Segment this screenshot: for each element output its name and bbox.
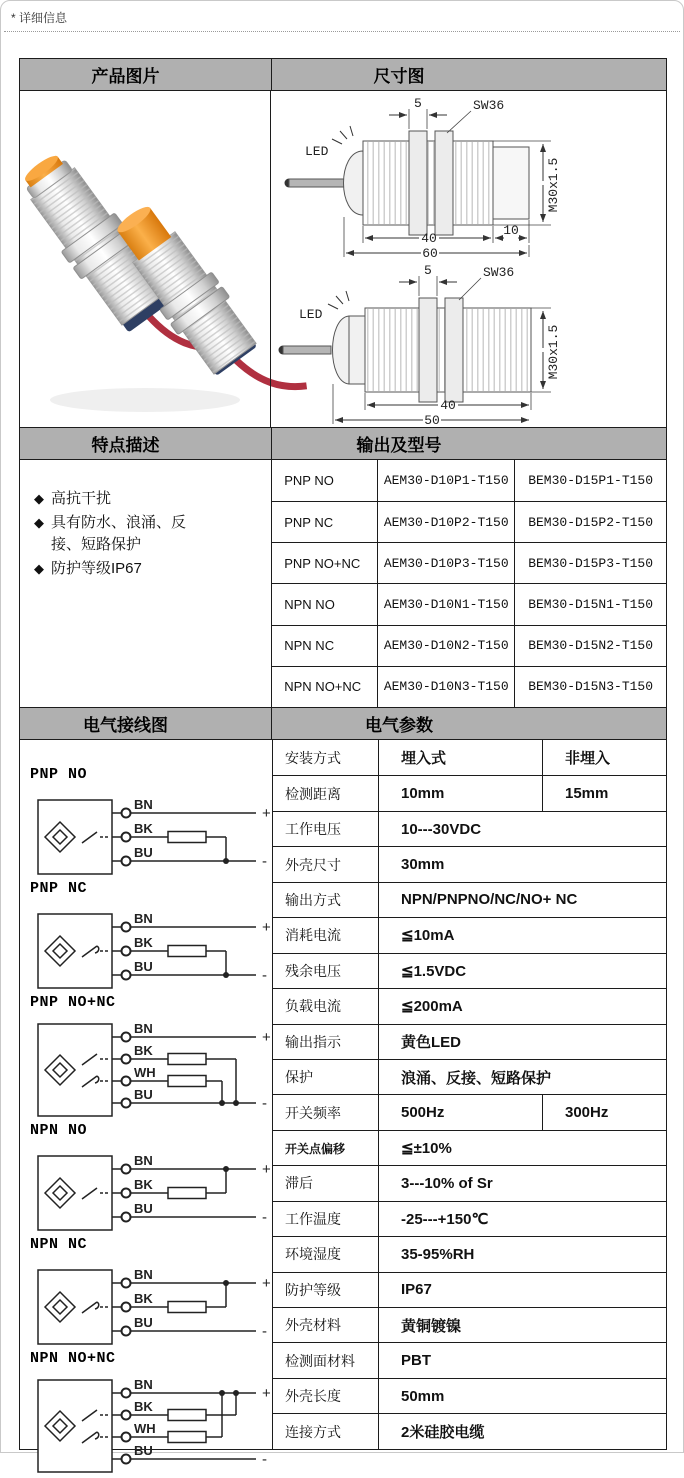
svg-text:-: -: [262, 1209, 267, 1226]
wiring-diagram: [30, 1122, 272, 1236]
diamond-bullet-icon: ◆: [34, 515, 44, 530]
param-label: 负载电流: [273, 988, 378, 1023]
feature-item: [34, 512, 249, 556]
param-label: 安装方式: [285, 749, 341, 766]
feature-item: [34, 488, 249, 510]
thread-spec-label: M30x1.5: [545, 324, 561, 380]
svg-text:WH: WH: [134, 1065, 156, 1080]
wiring-diagram-title: PNP NO+NC: [30, 994, 116, 1011]
product-photo-illustration: [20, 94, 270, 424]
param-value-2: 15mm: [542, 775, 666, 810]
svg-text:+: +: [262, 919, 271, 936]
total-length-dim: 60: [421, 246, 438, 261]
svg-text:+: +: [262, 805, 271, 822]
param-value: 10mm: [378, 775, 542, 810]
models-header: 输出及型号: [271, 428, 666, 459]
wiring-diagram-svg: [30, 1011, 282, 1117]
param-value: 30mm: [378, 846, 666, 881]
body-length-dim: 40: [420, 231, 437, 246]
param-value: -25---+150℃: [378, 1201, 666, 1236]
wiring-diagram-svg: [30, 1253, 282, 1345]
model-number-a: AEM30-D10N3-T150: [377, 666, 514, 707]
param-label: 检测距离: [273, 775, 378, 810]
param-value: 埋入式: [378, 740, 542, 775]
param-value: ≦1.5VDC: [378, 953, 666, 988]
svg-text:BK: BK: [134, 1177, 153, 1192]
param-label: 防护等级: [273, 1272, 378, 1307]
wiring-diagram-title: PNP NC: [30, 880, 88, 897]
svg-text:BU: BU: [134, 1315, 153, 1330]
spec-table: [19, 58, 667, 1468]
row-wiring-and-params: [20, 739, 666, 1468]
svg-text:BK: BK: [134, 1399, 153, 1414]
features-header: 特点描述: [91, 436, 160, 455]
product-photo: [20, 91, 270, 427]
param-label: 外壳材料: [273, 1307, 378, 1342]
svg-text:+: +: [262, 1029, 271, 1046]
wiring-diagram-svg: [30, 1139, 282, 1231]
dotted-divider: [4, 31, 680, 32]
header-row-3: [20, 707, 666, 739]
header-row-2: [20, 427, 666, 459]
svg-text:-: -: [262, 853, 267, 870]
model-number-b: BEM30-D15P1-T150: [514, 460, 666, 501]
model-output-type: NPN NO: [272, 583, 377, 624]
total-length-dim: 50: [423, 413, 440, 428]
param-value: 35-95%RH: [378, 1236, 666, 1271]
wiring-diagram-svg: [30, 1367, 282, 1473]
param-value: 浪涌、反接、短路保护: [378, 1059, 666, 1094]
feature-text: 防护等级IP67: [51, 560, 142, 577]
header-row-1: [20, 59, 666, 90]
svg-text:+: +: [262, 1161, 271, 1178]
body-length-dim: 40: [439, 398, 456, 413]
wrench-size-label: SW36: [472, 98, 504, 113]
model-number-b: BEM30-D15P3-T150: [514, 542, 666, 583]
param-label: 检测面材料: [273, 1342, 378, 1377]
param-value: 黄铜镀镍: [378, 1307, 666, 1342]
param-label: 消耗电流: [273, 917, 378, 952]
svg-text:-: -: [262, 1451, 267, 1468]
model-output-type: PNP NO+NC: [272, 542, 377, 583]
svg-text:BN: BN: [134, 1153, 153, 1168]
row-product-and-dims: [20, 90, 666, 427]
param-label: 输出方式: [273, 882, 378, 917]
params-table: [272, 740, 666, 1449]
model-number-b: BEM30-D15N3-T150: [514, 666, 666, 707]
param-label: 残余电压: [273, 953, 378, 988]
svg-text:-: -: [262, 1095, 267, 1112]
svg-text:BU: BU: [134, 1087, 153, 1102]
dimension-drawings: [270, 91, 666, 427]
wiring-diagram: [30, 766, 272, 880]
param-label: 输出指示: [273, 1024, 378, 1059]
param-value-2: 300Hz: [542, 1094, 666, 1129]
models-table: [271, 460, 666, 707]
wiring-diagram-title: PNP NO: [30, 766, 88, 783]
svg-text:WH: WH: [134, 1421, 156, 1436]
dimension-drawing-nonflush: [271, 260, 667, 427]
svg-text:BU: BU: [134, 1201, 153, 1216]
svg-text:BN: BN: [134, 911, 153, 926]
feature-text: 高抗干扰: [51, 490, 112, 507]
feature-item: [34, 558, 249, 580]
wiring-diagram-title: NPN NO+NC: [30, 1350, 116, 1367]
thread-spec-label: M30x1.5: [545, 157, 561, 213]
model-number-a: AEM30-D10N2-T150: [377, 625, 514, 666]
param-label: 外壳长度: [273, 1378, 378, 1413]
svg-text:BN: BN: [134, 1377, 153, 1392]
param-label: 开关点偏移: [273, 1130, 378, 1165]
wiring-diagram: [30, 1350, 272, 1478]
param-value: ≦±10%: [378, 1130, 666, 1165]
params-header: 电气参数: [271, 708, 666, 739]
param-value: 500Hz: [378, 1094, 542, 1129]
product-image-header: 产品图片: [91, 67, 160, 86]
diamond-bullet-icon: ◆: [34, 491, 44, 506]
model-number-b: BEM30-D15P2-T150: [514, 501, 666, 542]
wrench-size-label: SW36: [482, 265, 514, 280]
diamond-bullet-icon: ◆: [34, 561, 44, 576]
model-number-a: AEM30-D10P1-T150: [377, 460, 514, 501]
model-number-b: BEM30-D15N2-T150: [514, 625, 666, 666]
wiring-diagrams: [20, 740, 272, 1468]
nut-width-dim: 5: [423, 263, 432, 278]
svg-text:+: +: [262, 1385, 271, 1402]
param-label: 工作温度: [273, 1201, 378, 1236]
feature-text: 具有防水、浪涌、反接、短路保护: [51, 514, 187, 553]
features-list: [20, 460, 271, 707]
param-value: 3---10% of Sr: [378, 1165, 666, 1200]
param-value: ≦200mA: [378, 988, 666, 1023]
param-value: 黄色LED: [378, 1024, 666, 1059]
wiring-diagram-svg: [30, 897, 282, 989]
svg-text:+: +: [262, 1275, 271, 1292]
param-value: IP67: [378, 1272, 666, 1307]
param-value: 50mm: [378, 1378, 666, 1413]
svg-text:BU: BU: [134, 845, 153, 860]
model-output-type: NPN NC: [272, 625, 377, 666]
svg-text:BN: BN: [134, 1021, 153, 1036]
wiring-header: 电气接线图: [83, 716, 169, 735]
svg-text:-: -: [262, 967, 267, 984]
wiring-diagram: [30, 880, 272, 994]
led-label: LED: [298, 307, 322, 322]
param-label: 外壳尺寸: [273, 846, 378, 881]
param-label: 滞后: [273, 1165, 378, 1200]
model-output-type: PNP NC: [272, 501, 377, 542]
svg-text:BU: BU: [134, 959, 153, 974]
nut-width-dim: 5: [413, 96, 422, 111]
svg-text:BU: BU: [134, 1443, 153, 1458]
dimension-drawing-flush: [271, 93, 667, 260]
led-label: LED: [304, 144, 328, 159]
model-output-type: PNP NO: [284, 473, 334, 489]
wiring-diagram: [30, 1236, 272, 1350]
param-value: 2米硅胶电缆: [378, 1413, 666, 1448]
param-value: PBT: [378, 1342, 666, 1377]
param-label: 连接方式: [273, 1413, 378, 1448]
model-number-a: AEM30-D10P3-T150: [377, 542, 514, 583]
param-label: 工作电压: [273, 811, 378, 846]
svg-text:BK: BK: [134, 1043, 153, 1058]
model-output-type: NPN NO+NC: [272, 666, 377, 707]
param-value: NPN/PNPNO/NC/NO+ NC: [378, 882, 666, 917]
row-features-and-models: [20, 459, 666, 707]
wiring-diagram-title: NPN NO: [30, 1122, 88, 1139]
page-note: * 详细信息: [11, 11, 68, 25]
svg-text:-: -: [262, 1323, 267, 1340]
model-number-a: AEM30-D10P2-T150: [377, 501, 514, 542]
param-label: 开关频率: [273, 1094, 378, 1129]
model-number-a: AEM30-D10N1-T150: [377, 583, 514, 624]
param-value-2: 非埋入: [542, 740, 666, 775]
tail-length-dim: 10: [502, 223, 519, 238]
svg-text:BK: BK: [134, 935, 153, 950]
param-value: 10---30VDC: [378, 811, 666, 846]
wiring-diagram-title: NPN NC: [30, 1236, 88, 1253]
model-number-b: BEM30-D15N1-T150: [514, 583, 666, 624]
param-label: 环境湿度: [273, 1236, 378, 1271]
svg-text:BN: BN: [134, 797, 153, 812]
param-value: ≦10mA: [378, 917, 666, 952]
dimension-header: 尺寸图: [271, 59, 666, 90]
svg-text:BK: BK: [134, 821, 153, 836]
wiring-diagram-svg: [30, 783, 282, 875]
wiring-diagram: [30, 994, 272, 1122]
svg-text:BK: BK: [134, 1291, 153, 1306]
param-label: 保护: [273, 1059, 378, 1094]
svg-text:BN: BN: [134, 1267, 153, 1282]
